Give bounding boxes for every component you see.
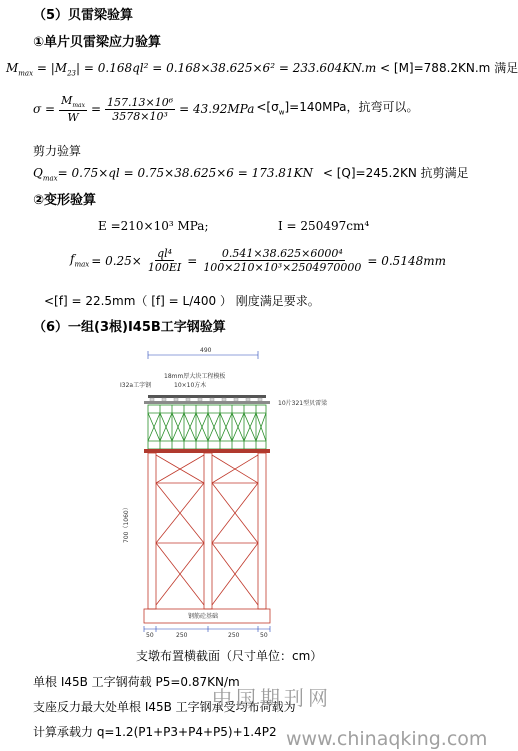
formwork-plate [148,395,266,398]
deformation-conclusion: <[f] = 22.5mm（ [f] = L/400 ） 刚度满足要求。 [44,294,320,308]
bearing-capacity-formula: 计算承载力 q=1.2(P1+P3+P4+P5)+1.4P2 [33,725,277,739]
bottom-dim-4: 50 [260,632,268,639]
f-equation: $f_{max}$ = 0.25× $\frac{\text{ql⁴}}{100EI}$ = $\frac{\text{0.541×38.625×6000⁴}}{\text{100×210×10³×2504970000}}$ = 0.5148mm [70,247,446,274]
section-5-title: （5）贝雷梁验算 [33,8,134,23]
foundation-label: 钢筋砼基础 [188,613,219,620]
bottom-dim-2: 250 [176,632,188,639]
i-param: I = 250497cm⁴ [278,219,370,233]
dim-490: 490 [200,347,212,354]
height-dim: 700（1060） [123,504,130,543]
section-6-title: （6）一组(3根)I45B工字钢验算 [33,320,226,335]
e-param: E =210×10³ MPa; [98,219,209,233]
bailey-trusses [148,405,266,449]
pier-cross-section-figure [100,343,328,640]
formwork-label: 18mm厚大块工程模板 [164,373,226,380]
sigma-equation: σ = $\frac{M_{max}}{W}$ = $\frac{\text{157.13×10⁶}}{\text{3578×10³}}$ = 43.92MPa $<[\sigma_w]=140MPa$，抗弯可以。 [33,94,419,125]
watermark-chinese: 中国期刊网 [212,686,332,710]
i32a-label: I32a工字钢 [120,382,152,389]
q-equation: $Q_{max}= 0.75\times ql = 0.75\times 38.625\times 6 = 173.81KN < [Q]=245.2KN$ 抗剪满足 [33,166,469,183]
bailey-label: 10片321型贝雷梁 [278,400,328,407]
bottom-dim-1: 50 [146,632,154,639]
battens-label: 10×10方木 [174,382,207,389]
steel-pipe-columns [148,453,266,609]
timber-battens [150,398,262,401]
single-beam-load: 单根 I45B 工字钢荷载 P5=0.87KN/m [33,675,240,689]
stress-check-title: ①单片贝雷梁应力验算 [33,35,162,50]
i32a-beam-layer [144,401,270,404]
bottom-dimension-line [144,626,270,632]
deformation-title: ②变形验算 [33,193,97,208]
mmax-equation: $M_{max} = |M_{23}| = 0.168ql^2 = 0.168\times 38.625\times 6^2 = 233.604KN.m < [M]=788.2KN.m$ 满足 [6,61,518,78]
watermark-url: www.chinaqking.com [286,728,488,750]
shear-title: 剪力验算 [33,144,82,158]
i45b-beam-group [144,449,270,453]
bottom-dim-3: 250 [228,632,240,639]
figure-caption: 支墩布置横截面（尺寸单位：cm） [136,649,323,663]
support-reaction-text: 支座反力最大处单根 I45B 工字钢承受均布荷载为 [33,700,296,714]
